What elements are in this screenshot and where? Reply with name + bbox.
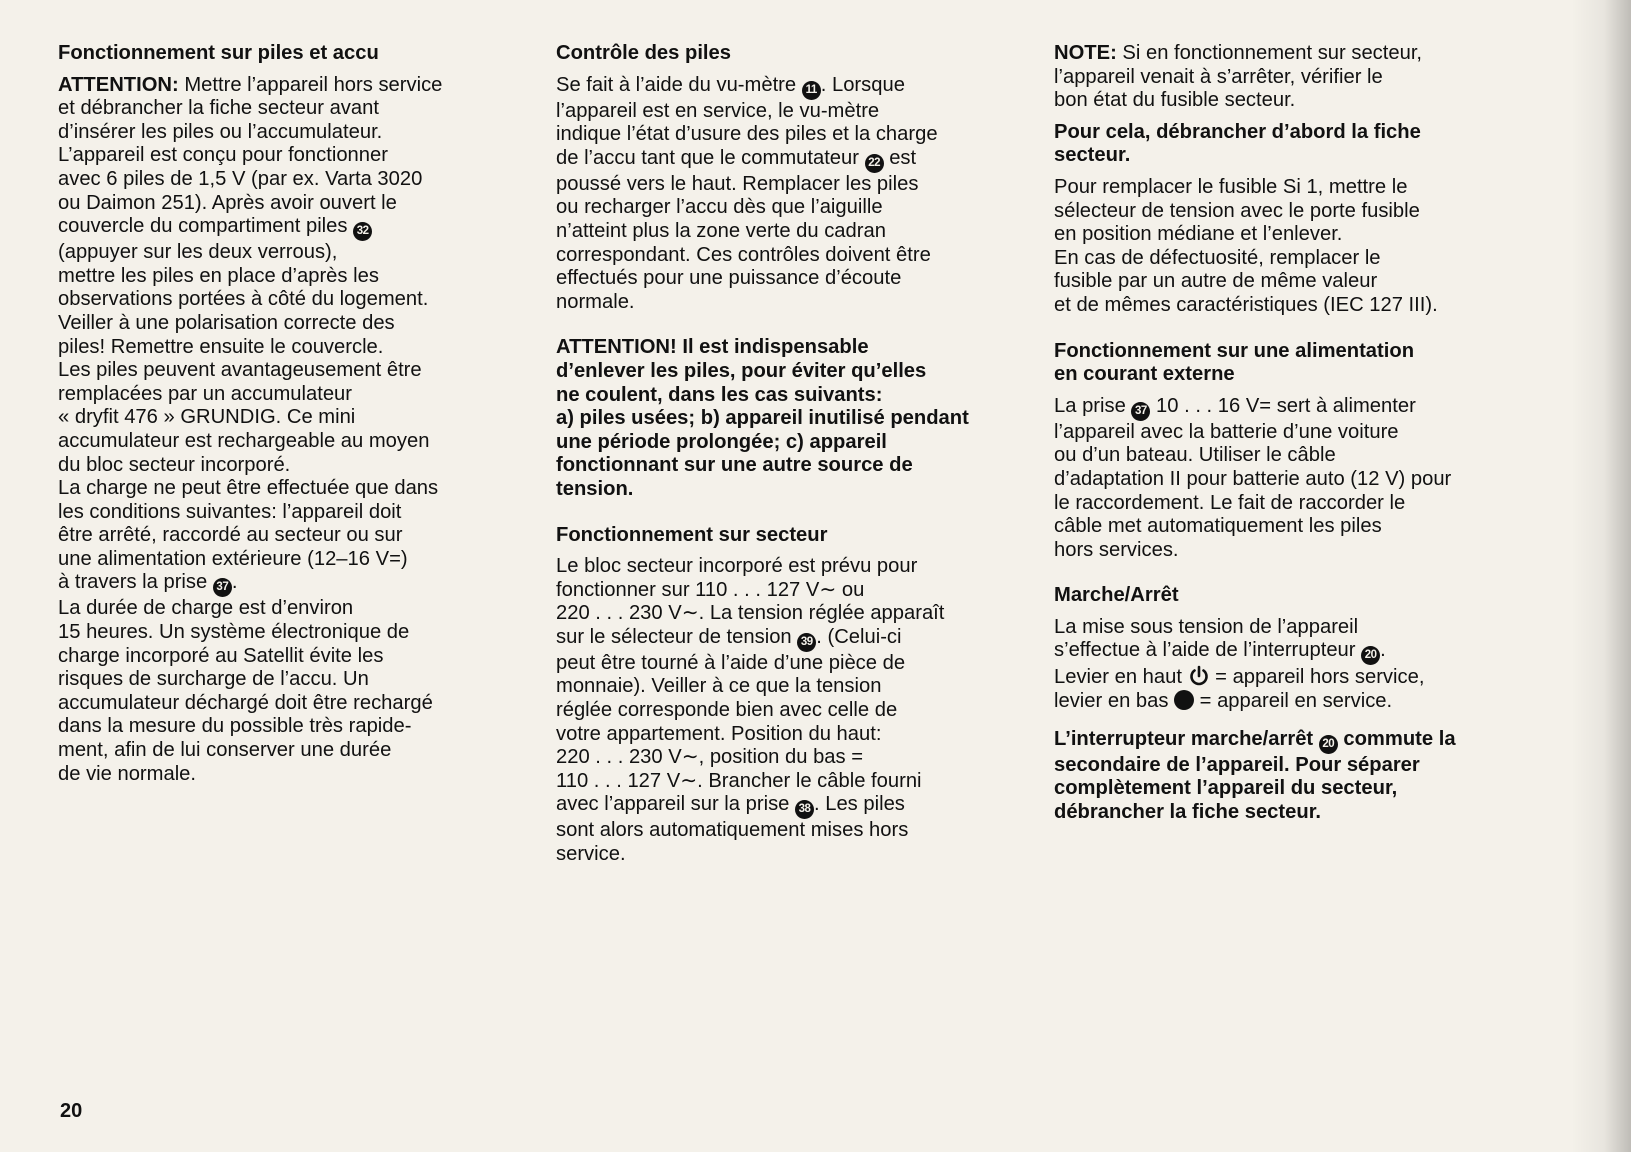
text-line: accumulateur déchargé doit être rechargé — [58, 691, 433, 714]
section-heading-external: en courant externe — [1054, 363, 1235, 386]
text-line: Le bloc secteur incorporé est prévu pour — [556, 555, 918, 578]
text-line: câble met automatiquement les piles — [1054, 515, 1382, 538]
warning-line: ne coulent, dans les cas suivants: — [556, 383, 883, 406]
bold-instruction: secteur. — [1054, 144, 1131, 167]
text-line: correspondant. Ces contrôles doivent être — [556, 243, 931, 266]
text-line: avec 6 piles de 1,5 V (par ex. Varta 3020 — [58, 167, 423, 190]
ref-11-badge: 11 — [802, 81, 821, 100]
text-line: et de mêmes caractéristiques (IEC 127 III). — [1054, 293, 1438, 316]
ref-32-badge: 32 — [353, 222, 372, 241]
ref-20-badge: 20 — [1361, 646, 1380, 665]
text-line: hors services. — [1054, 538, 1179, 561]
text-line: sélecteur de tension avec le porte fusible — [1054, 199, 1420, 222]
text-line: Se fait à l’aide du vu-mètre 11 . Lorsque — [556, 74, 1026, 100]
power-on-dot-icon — [1174, 690, 1194, 710]
bold-instruction: Pour cela, débrancher d’abord la fiche — [1054, 120, 1421, 143]
attention-line: ATTENTION: Mettre l’appareil hors service — [58, 73, 443, 96]
warning-line: une période prolongée; c) appareil — [556, 430, 887, 453]
text-line: indique l’état d’usure des piles et la charge — [556, 123, 938, 146]
ref-38-badge: 38 — [795, 800, 814, 819]
text-line: remplacées par un accumulateur — [58, 382, 352, 405]
text-line: La charge ne peut être effectuée que dans — [58, 477, 439, 500]
bold-instruction: secondaire de l’appareil. Pour séparer — [1054, 753, 1420, 776]
text-line: de l’accu tant que le commutateur 22 est — [556, 147, 1026, 173]
text-line: Les piles peuvent avantageusement être — [58, 359, 422, 382]
text-line: être arrêté, raccordé au secteur ou sur — [58, 524, 403, 547]
page-number: 20 — [60, 1100, 83, 1122]
note-label: NOTE: — [1054, 42, 1117, 64]
text-line: à travers la prise 37 . — [58, 571, 518, 597]
warning-line: tension. — [556, 477, 634, 500]
column-note-external-onoff — [1054, 42, 1524, 824]
text-line: charge incorporé au Satellit évite les — [58, 644, 384, 667]
warning-line: d’enlever les piles, pour éviter qu’elles — [556, 359, 927, 382]
section-heading-battery-check: Contrôle des piles — [556, 42, 731, 64]
warning-line: a) piles usées; b) appareil inutilisé pendant — [556, 407, 969, 430]
ref-37-badge: 37 — [213, 578, 232, 597]
text-line: mettre les piles en place d’après les — [58, 264, 379, 287]
warning-line: fonctionnant sur une autre source de — [556, 454, 913, 477]
text-line: levier en bas = appareil en service. — [1054, 690, 1393, 713]
text-line: risques de surcharge de l’accu. Un — [58, 668, 369, 691]
note-line: NOTE: Si en fonctionnement sur secteur, — [1054, 42, 1423, 64]
text-line: votre appartement. Position du haut: — [556, 722, 882, 745]
warning-line: ATTENTION! Il est indispensable — [556, 336, 869, 359]
text-line: l’appareil venait à s’arrêter, vérifier le — [1054, 65, 1383, 88]
text-line: fonctionner sur 110 . . . 127 V∼ ou — [556, 578, 865, 601]
text-line: le raccordement. Le fait de raccorder le — [1054, 491, 1406, 514]
text-line: n’atteint plus la zone verte du cadran — [556, 219, 886, 242]
text-line: ou d’un bateau. Utiliser le câble — [1054, 444, 1336, 467]
text-line: service. — [556, 843, 626, 866]
text-line: La mise sous tension de l’appareil — [1054, 615, 1359, 638]
text-line: l’appareil est en service, le vu-mètre — [556, 99, 880, 122]
text-line: Pour remplacer le fusible Si 1, mettre le — [1054, 175, 1408, 198]
ref-39-badge: 39 — [797, 633, 816, 652]
text-line: les conditions suivantes: l’appareil doit — [58, 500, 402, 523]
ref-37-badge: 37 — [1131, 402, 1150, 421]
text-line: dans la mesure du possible très rapide- — [58, 715, 412, 738]
text-line: de vie normale. — [58, 762, 197, 785]
section-heading-onoff: Marche/Arrêt — [1054, 584, 1179, 607]
text-line: l’appareil avec la batterie d’une voiture — [1054, 420, 1399, 443]
text-line: poussé vers le haut. Remplacer les piles — [556, 172, 919, 195]
text-line: normale. — [556, 290, 635, 313]
ref-22-badge: 22 — [865, 154, 884, 173]
text-line: d’insérer les piles ou l’accumulateur. — [58, 120, 383, 143]
text-line: d’adaptation II pour batterie auto (12 V) pour — [1054, 467, 1452, 490]
text-line: avec l’appareil sur la prise 38 . Les piles — [556, 793, 1026, 819]
text-line: La prise 37 10 . . . 16 V= sert à alimenter — [1054, 395, 1524, 421]
text-line: piles! Remettre ensuite le couvercle. — [58, 335, 384, 358]
text-line: (appuyer sur les deux verrous), — [58, 241, 338, 264]
text-line: et débrancher la fiche secteur avant — [58, 97, 379, 120]
bold-instruction: L’interrupteur marche/arrêt 20 commute la — [1054, 728, 1524, 754]
bold-instruction: complètement l’appareil du secteur, — [1054, 777, 1398, 800]
text-line: fusible par un autre de même valeur — [1054, 270, 1378, 293]
text-line: sont alors automatiquement mises hors — [556, 819, 909, 842]
text-line: ment, afin de lui conserver une durée — [58, 739, 392, 762]
text-line: effectués pour une puissance d’écoute — [556, 267, 902, 290]
page-edge-shadow — [1571, 0, 1631, 1152]
text-line: 110 . . . 127 V∼. Brancher le câble fourni — [556, 769, 922, 792]
text-line: réglée corresponde bien avec celle de — [556, 699, 898, 722]
text-line: ou Daimon 251). Après avoir ouvert le — [58, 191, 397, 214]
text-line: Levier en haut = appareil hors service, — [1054, 666, 1425, 689]
text-line: 220 . . . 230 V∼, position du bas = — [556, 746, 864, 769]
section-heading-mains: Fonctionnement sur secteur — [556, 523, 828, 546]
text-line: sur le sélecteur de tension 39 . (Celui-ci — [556, 626, 1026, 652]
section-heading-batteries: Fonctionnement sur piles et accu — [58, 42, 379, 64]
power-off-icon — [1188, 665, 1210, 687]
text-line: peut être tourné à l’aide d’une pièce de — [556, 651, 906, 674]
text-line: du bloc secteur incorporé. — [58, 453, 291, 476]
text-line: bon état du fusible secteur. — [1054, 89, 1296, 112]
text-line: 220 . . . 230 V∼. La tension réglée apparaît — [556, 602, 945, 625]
text-line: observations portées à côté du logement. — [58, 288, 429, 311]
section-heading-external: Fonctionnement sur une alimentation — [1054, 339, 1415, 362]
column-batteries — [58, 42, 518, 786]
bold-instruction: débrancher la fiche secteur. — [1054, 800, 1322, 823]
text-line: « dryfit 476 » GRUNDIG. Ce mini — [58, 406, 356, 429]
text-line: En cas de défectuosité, remplacer le — [1054, 246, 1381, 269]
text-line: une alimentation extérieure (12–16 V=) — [58, 547, 408, 570]
text-line: en position médiane et l’enlever. — [1054, 223, 1343, 246]
text-line: L’appareil est conçu pour fonctionner — [58, 144, 388, 167]
text-line: monnaie). Veiller à ce que la tension — [556, 675, 882, 698]
attention-label: ATTENTION: — [58, 73, 179, 96]
text-line: accumulateur est rechargeable au moyen — [58, 429, 430, 452]
text-line: s’effectue à l’aide de l’interrupteur 20 . — [1054, 639, 1524, 665]
ref-20-badge: 20 — [1319, 735, 1338, 754]
text-line: 15 heures. Un système électronique de — [58, 621, 410, 644]
column-battery-check — [556, 42, 1026, 867]
text-line: La durée de charge est d’environ — [58, 597, 354, 620]
text-line: Veiller à une polarisation correcte des — [58, 311, 395, 334]
text-line: couvercle du compartiment piles 32 — [58, 215, 518, 241]
text-line: ou recharger l’accu dès que l’aiguille — [556, 196, 883, 219]
